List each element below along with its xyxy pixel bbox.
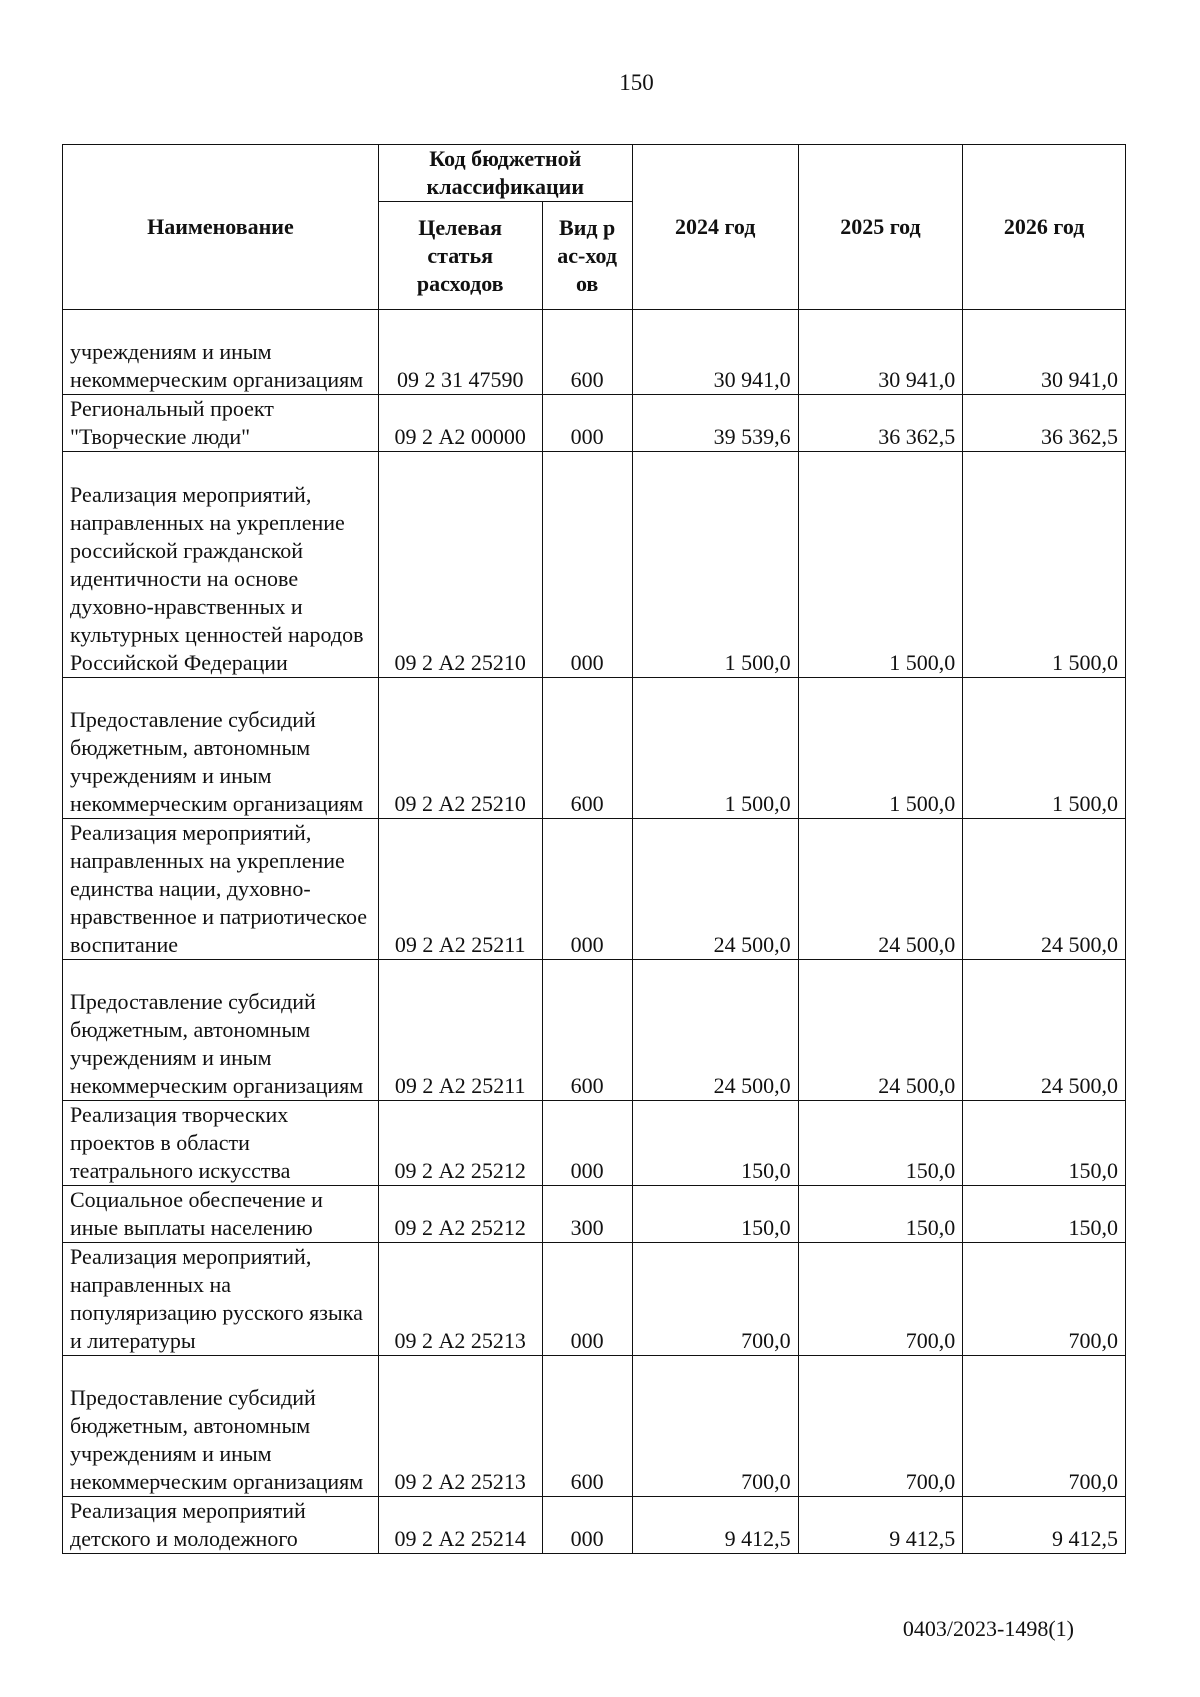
row-value-2025: 700,0: [798, 1243, 963, 1356]
table-row: [63, 1101, 1126, 1186]
header-target-article: Целевая статья расходов: [378, 202, 542, 310]
row-target-article: 09 2 А2 25211: [378, 960, 542, 1101]
row-value-2025: 150,0: [798, 1186, 963, 1243]
row-name: Предоставление субсидий бюджетным, автономным учреждениям и иным некоммерческим организациям: [63, 678, 379, 819]
table-row: [63, 1497, 1126, 1554]
row-target-article: 09 2 А2 25214: [378, 1497, 542, 1554]
row-value-2026: 1 500,0: [963, 452, 1126, 678]
row-value-2024: 700,0: [632, 1243, 798, 1356]
row-value-2026: 24 500,0: [963, 819, 1126, 960]
table-row: [63, 960, 1126, 1101]
row-target-article: 09 2 А2 25212: [378, 1101, 542, 1186]
row-value-2026: 150,0: [963, 1101, 1126, 1186]
row-name: учреждениям и иным некоммерческим организациям: [63, 310, 379, 395]
row-value-2024: 24 500,0: [632, 819, 798, 960]
row-target-article: 09 2 А2 25210: [378, 452, 542, 678]
row-value-2026: 36 362,5: [963, 395, 1126, 452]
table-body: [63, 310, 1126, 1554]
table-row: [63, 1186, 1126, 1243]
row-expense-kind: 600: [542, 960, 632, 1101]
row-value-2024: 150,0: [632, 1101, 798, 1186]
row-target-article: 09 2 А2 25210: [378, 678, 542, 819]
row-expense-kind: 000: [542, 1243, 632, 1356]
row-name: Реализация мероприятий, направленных на укрепление российской гражданской идентичности на основе духовно-нравственных и культурных ценностей народов Российской Федерации: [63, 452, 379, 678]
row-value-2026: 700,0: [963, 1356, 1126, 1497]
row-target-article: 09 2 31 47590: [378, 310, 542, 395]
row-value-2025: 150,0: [798, 1101, 963, 1186]
row-name: Предоставление субсидий бюджетным, автономным учреждениям и иным некоммерческим организациям: [63, 960, 379, 1101]
row-expense-kind: 600: [542, 1356, 632, 1497]
row-target-article: 09 2 А2 00000: [378, 395, 542, 452]
table-header: [63, 145, 1126, 310]
row-value-2026: 1 500,0: [963, 678, 1126, 819]
table-row: [63, 395, 1126, 452]
header-year-2024: 2024 год: [632, 145, 798, 310]
row-value-2025: 36 362,5: [798, 395, 963, 452]
table-row: [63, 1243, 1126, 1356]
row-value-2025: 24 500,0: [798, 819, 963, 960]
row-value-2026: 700,0: [963, 1243, 1126, 1356]
row-target-article: 09 2 А2 25213: [378, 1356, 542, 1497]
row-name: Предоставление субсидий бюджетным, автономным учреждениям и иным некоммерческим организациям: [63, 1356, 379, 1497]
row-value-2024: 24 500,0: [632, 960, 798, 1101]
row-value-2024: 150,0: [632, 1186, 798, 1243]
row-expense-kind: 600: [542, 678, 632, 819]
row-value-2026: 24 500,0: [963, 960, 1126, 1101]
table-row: [63, 1356, 1126, 1497]
table-row: [63, 819, 1126, 960]
row-value-2024: 39 539,6: [632, 395, 798, 452]
row-value-2024: 9 412,5: [632, 1497, 798, 1554]
header-year-2026: 2026 год: [963, 145, 1126, 310]
row-value-2026: 150,0: [963, 1186, 1126, 1243]
row-value-2025: 9 412,5: [798, 1497, 963, 1554]
row-name: Реализация мероприятий, направленных на популяризацию русского языка и литературы: [63, 1243, 379, 1356]
row-value-2024: 30 941,0: [632, 310, 798, 395]
row-value-2024: 1 500,0: [632, 678, 798, 819]
row-expense-kind: 000: [542, 1101, 632, 1186]
row-value-2026: 30 941,0: [963, 310, 1126, 395]
header-expense-kind: Вид рас-ходов: [542, 202, 632, 310]
row-expense-kind: 600: [542, 310, 632, 395]
row-target-article: 09 2 А2 25212: [378, 1186, 542, 1243]
table-row: [63, 452, 1126, 678]
row-value-2025: 700,0: [798, 1356, 963, 1497]
document-code: 0403/2023-1498(1): [902, 1616, 1074, 1641]
row-expense-kind: 300: [542, 1186, 632, 1243]
row-name: Социальное обеспечение и иные выплаты населению: [63, 1186, 379, 1243]
row-name: Реализация творческих проектов в области театрального искусства: [63, 1101, 379, 1186]
table-row: [63, 310, 1126, 395]
header-year-2025: 2025 год: [798, 145, 963, 310]
header-name: Наименование: [63, 145, 379, 310]
row-expense-kind: 000: [542, 1497, 632, 1554]
row-value-2025: 1 500,0: [798, 452, 963, 678]
budget-table: [62, 144, 1126, 1554]
row-expense-kind: 000: [542, 819, 632, 960]
table-row: [63, 678, 1126, 819]
header-budget-code-group: Код бюджетной классификации: [378, 145, 632, 202]
row-value-2025: 24 500,0: [798, 960, 963, 1101]
row-name: Реализация мероприятий, направленных на укрепление единства нации, духовно-нравственное и патриотическое воспитание: [63, 819, 379, 960]
row-expense-kind: 000: [542, 395, 632, 452]
row-value-2024: 700,0: [632, 1356, 798, 1497]
row-name: Реализация мероприятий детского и молодежного: [63, 1497, 379, 1554]
row-value-2025: 30 941,0: [798, 310, 963, 395]
page-number: 150: [619, 70, 654, 95]
row-value-2024: 1 500,0: [632, 452, 798, 678]
row-target-article: 09 2 А2 25213: [378, 1243, 542, 1356]
row-target-article: 09 2 А2 25211: [378, 819, 542, 960]
row-name: Региональный проект "Творческие люди": [63, 395, 379, 452]
row-value-2025: 1 500,0: [798, 678, 963, 819]
row-value-2026: 9 412,5: [963, 1497, 1126, 1554]
row-expense-kind: 000: [542, 452, 632, 678]
